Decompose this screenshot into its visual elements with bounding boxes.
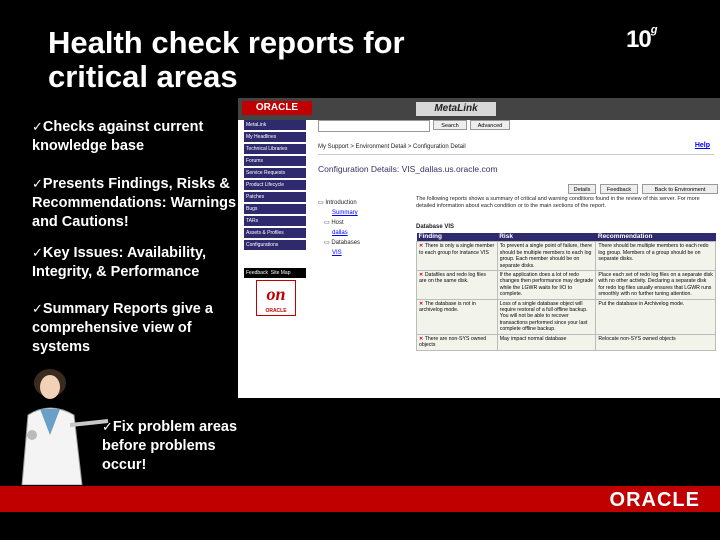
tree-item[interactable]: VIS [332, 250, 342, 256]
search-input[interactable] [318, 120, 430, 132]
feedback-link[interactable]: Feedback [246, 270, 268, 276]
footer-bar [0, 486, 720, 512]
sidebar-item[interactable]: Patches [244, 192, 306, 202]
column-header: Recommendation [596, 233, 716, 242]
doctor-illustration [10, 365, 110, 485]
sidebar-item[interactable]: Product Lifecycle [244, 180, 306, 190]
error-icon: ✕ [419, 335, 424, 342]
bullet-item: ✓Summary Reports give a comprehensive view of systems [32, 301, 213, 355]
tree-item[interactable]: Summary [332, 210, 358, 216]
metalink-sidebar [238, 120, 312, 398]
error-icon: ✕ [419, 300, 424, 307]
config-title: Configuration Details: VIS_dallas.us.oracle.com [318, 164, 498, 174]
sidebar-item[interactable]: TARs [244, 216, 306, 226]
oracle-10g-logo: 10$^g$ [626, 24, 657, 53]
bullet-item: ✓Checks against current knowledge base [32, 119, 204, 154]
config-tree [318, 198, 360, 258]
risk-cell: May impact normal database [497, 334, 596, 350]
table-row [417, 334, 716, 350]
recommendation-cell: Relocate non-SYS owned objects [596, 334, 716, 350]
folder-icon: ▭ [318, 200, 324, 206]
sidebar-item[interactable]: Service Requests [244, 168, 306, 178]
metalink-screenshot [238, 98, 720, 398]
tree-item[interactable]: ▭ Introduction [318, 200, 357, 206]
slide-title: Health check reports for critical areas [48, 25, 405, 94]
check-icon: ✓ [32, 177, 43, 192]
sidebar-item[interactable]: Assets & Profiles [244, 228, 306, 238]
tree-item[interactable]: ▭ Databases [324, 240, 361, 246]
details-button[interactable]: Details [568, 184, 596, 194]
search-button[interactable]: Search [433, 120, 467, 130]
table-row [417, 299, 716, 334]
metalink-logo: MetaLink [416, 102, 496, 116]
check-icon: ✓ [102, 420, 113, 435]
finding-cell: ✕ There is only a single member to each group for instance VIS [417, 242, 498, 271]
finding-cell: ✕ There are non-SYS owned objects [417, 334, 498, 350]
table-header-row [417, 233, 716, 242]
feedback-button[interactable]: Feedback [600, 184, 638, 194]
recommendation-cell: Place each set of redo log files on a separate disk with no other activity. Declaring a separate disk for redo log files usually ensures that LGWR runs smoothly with no further tuning attention. [596, 271, 716, 300]
oracle-on-logo: on ORACLE [256, 280, 296, 316]
sitemap-link[interactable]: Site Map [270, 270, 291, 276]
error-icon: ✕ [419, 243, 424, 250]
help-link[interactable]: Help [694, 142, 710, 149]
database-label: Database VIS [416, 224, 455, 230]
check-icon: ✓ [32, 120, 43, 135]
table-row [417, 242, 716, 271]
sidebar-item[interactable]: MetaLink [244, 120, 306, 130]
column-header: Finding [417, 233, 498, 242]
fix-bullet: ✓Fix problem areas before problems occur! [102, 419, 238, 473]
recommendation-cell: Put the database in Archivelog mode. [596, 299, 716, 334]
tree-item[interactable]: dallas [332, 230, 348, 236]
error-icon: ✕ [419, 272, 424, 279]
table-row [417, 271, 716, 300]
sidebar-item[interactable]: Technical Libraries [244, 144, 306, 154]
finding-cell: ✕ Datafiles and redo log files are on the same disk. [417, 271, 498, 300]
divider [318, 154, 714, 155]
sidebar-item[interactable]: Forums [244, 156, 306, 166]
bullet-item: ✓Key Issues: Availability, Integrity, & Performance [32, 245, 206, 280]
risk-cell: If the application does a lot of redo changes then performance may degrade while the LGWR waits for I/O to complete. [497, 271, 596, 300]
sidebar-item[interactable]: My Headlines [244, 132, 306, 142]
recommendation-cell: There should be multiple members to each redo log group. Members of a group should be on separate disks. [596, 242, 716, 271]
folder-icon: ▭ [324, 220, 330, 226]
check-icon: ✓ [32, 302, 43, 317]
folder-icon: ▭ [324, 240, 330, 246]
report-description: The following reports shows a summary of critical and warning conditions found in the review of this server. For more detailed information about each condition or to the main sections of the report. [416, 196, 700, 209]
check-icon: ✓ [32, 246, 43, 261]
oracle-logo: ORACLE [242, 101, 312, 115]
sidebar-item[interactable]: Configurations [244, 240, 306, 250]
oracle-footer-logo: ORACLE [609, 489, 700, 511]
advanced-button[interactable]: Advanced [470, 120, 510, 130]
feedback-sitemap-bar [244, 268, 306, 278]
metalink-header [238, 98, 720, 120]
sidebar-item[interactable]: Bugs [244, 204, 306, 214]
back-to-environment-button[interactable]: Back to Environment [642, 184, 718, 194]
risk-cell: To prevent a single point of failure, there should be multiple members to each log group. Each member should be on separate disks. [497, 242, 596, 271]
findings-table [416, 233, 716, 351]
finding-cell: ✕ The database is not in archivelog mode. [417, 299, 498, 334]
breadcrumb[interactable]: My Support > Environment Detail > Configuration Detail [318, 144, 466, 150]
column-header: Risk [497, 233, 596, 242]
risk-cell: Loss of a single database object will require restoral of a full offline backup. You will not be able to recover transactions performed since your last complete offline backup. [497, 299, 596, 334]
bullet-item: ✓Presents Findings, Risks & Recommendations: Warnings and Cautions! [32, 176, 237, 230]
tree-item[interactable]: ▭ Host [324, 220, 344, 226]
